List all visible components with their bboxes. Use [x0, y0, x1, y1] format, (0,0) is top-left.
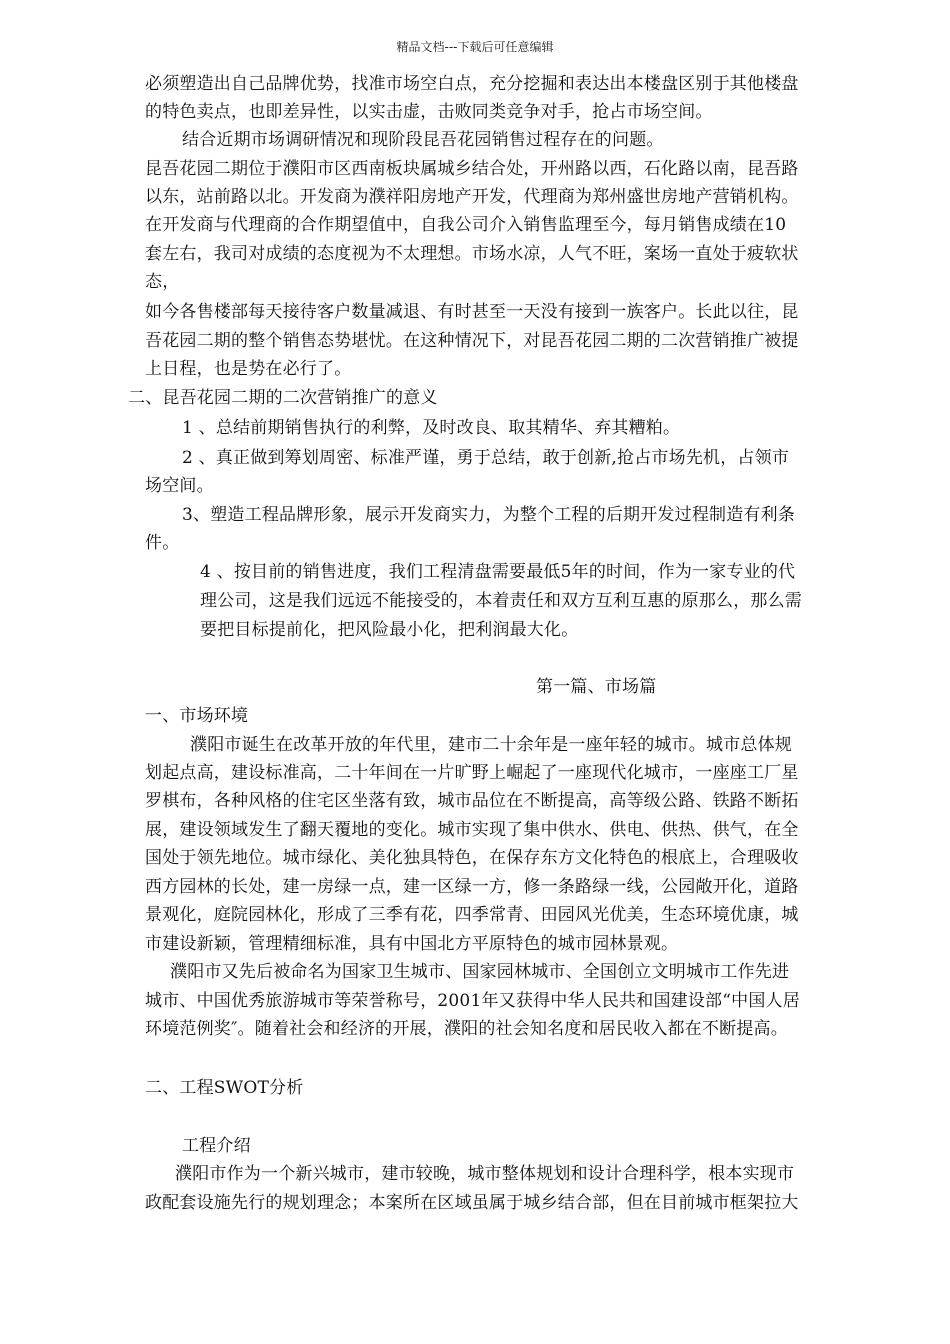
body-line: 环境范例奖″。随着社会和经济的开展，濮阳的社会知名度和居民收入都在不断提高。	[145, 1019, 788, 1039]
body-line: 吾花园二期的整个销售态势堪忧。在这种情况下，对昆吾花园二期的二次营销推广被提	[145, 331, 799, 351]
body-line: 以东，站前路以北。开发商为濮祥阳房地产开发，代理商为郑州盛世房地产营销机构。	[145, 187, 799, 207]
body-line: 在开发商与代理商的合作期望值中，自我公司介入销售监理至今，每月销售成绩在10	[145, 215, 787, 235]
body-line: 必须塑造出自己品牌优势，找准市场空白点，充分挖掘和表达出本楼盘区别于其他楼盘	[145, 74, 799, 94]
body-line: 套左右，我司对成绩的态度视为不太理想。市场水凉，人气不旺，案场一直处于疲软状	[145, 244, 799, 264]
section-heading: 二、工程SWOT分析	[145, 1078, 304, 1098]
list-item-4-cont: 理公司，这是我们远远不能接受的，本着责任和双方互利互惠的原那么，那么需	[200, 591, 802, 611]
body-line: 国处于领先地位。城市绿化、美化独具特色，在保存东方文化特色的根底上，合理吸收	[145, 848, 799, 868]
body-line: 上日程，也是势在必行了。	[145, 359, 352, 379]
body-line: 如今各售楼部每天接待客户数量减退、有时甚至一天没有接到一族客户。长此以往，昆	[145, 302, 799, 322]
subsection-heading: 工程介绍	[182, 1136, 251, 1156]
body-line: 景观化，庭院园林化，形成了三季有花，四季常青、田园风光优美，生态环境优康，城	[145, 905, 799, 925]
page-header: 精品文档---下载后可任意编辑	[396, 40, 554, 54]
body-line: 城市、中国优秀旅游城市等荣誉称号，2001年又获得中华人民共和国建设部“中国人居	[145, 991, 800, 1011]
list-item-4: 4 、按目前的销售进度，我们工程清盘需要最低5年的时间，作为一家专业的代	[200, 562, 796, 582]
body-line: 濮阳市又先后被命名为国家卫生城市、国家园林城市、全国创立文明城市工作先进	[170, 962, 790, 982]
body-line: 态，	[145, 272, 180, 292]
body-line: 罗棋布，各种风格的住宅区坐落有致，城市品位在不断提高，高等级公路、铁路不断拓	[145, 791, 799, 811]
body-line: 的特色卖点，也即差异性，以实击虚，击败同类竞争对手，抢占市场空间。	[145, 102, 713, 122]
list-item-2-cont: 场空间。	[145, 476, 214, 496]
list-item-2: 2 、真正做到筹划周密、标准严谨，勇于总结，敢于创新,抢占市场先机，占领市	[182, 448, 790, 468]
body-line: 划起点高，建设标准高，二十年间在一片旷野上崛起了一座现代化城市，一座座工厂星	[145, 763, 799, 783]
body-line: 昆吾花园二期位于濮阳市区西南板块属城乡结合处，开州路以西，石化路以南，昆吾路	[145, 159, 799, 179]
body-line: 濮阳市作为一个新兴城市，建市较晚，城市整体规划和设计合理科学，根本实现市	[175, 1164, 795, 1184]
body-line: 结合近期市场调研情况和现阶段昆吾花园销售过程存在的问题。	[182, 130, 664, 150]
body-line: 濮阳市诞生在改革开放的年代里，建市二十余年是一座年轻的城市。城市总体规	[190, 735, 792, 755]
section-heading: 一、市场环境	[145, 706, 249, 726]
section-heading: 二、昆吾花园二期的二次营销推广的意义	[128, 388, 438, 408]
body-line: 市建设新颖，管理精细标准，具有中国北方平原特色的城市园林景观。	[145, 934, 679, 954]
chapter-title: 第一篇、市场篇	[536, 677, 657, 697]
list-item-1: 1 、总结前期销售执行的利弊，及时改良、取其精华、弃其糟粕。	[182, 418, 681, 438]
list-item-4-cont: 要把目标提前化，把风险最小化，把利润最大化。	[200, 620, 579, 640]
list-item-3-cont: 件。	[145, 533, 180, 553]
list-item-3: 3、塑造工程品牌形象，展示开发商实力，为整个工程的后期开发过程制造有利条	[182, 505, 796, 525]
body-line: 展，建设领域发生了翻天覆地的变化。城市实现了集中供水、供电、供热、供气，在全	[145, 820, 799, 840]
body-line: 政配套设施先行的规划理念；本案所在区域虽属于城乡结合部，但在目前城市框架拉大	[145, 1193, 799, 1213]
body-line: 西方园林的长处，建一房绿一点，建一区绿一方，修一条路绿一线，公园敞开化，道路	[145, 877, 799, 897]
